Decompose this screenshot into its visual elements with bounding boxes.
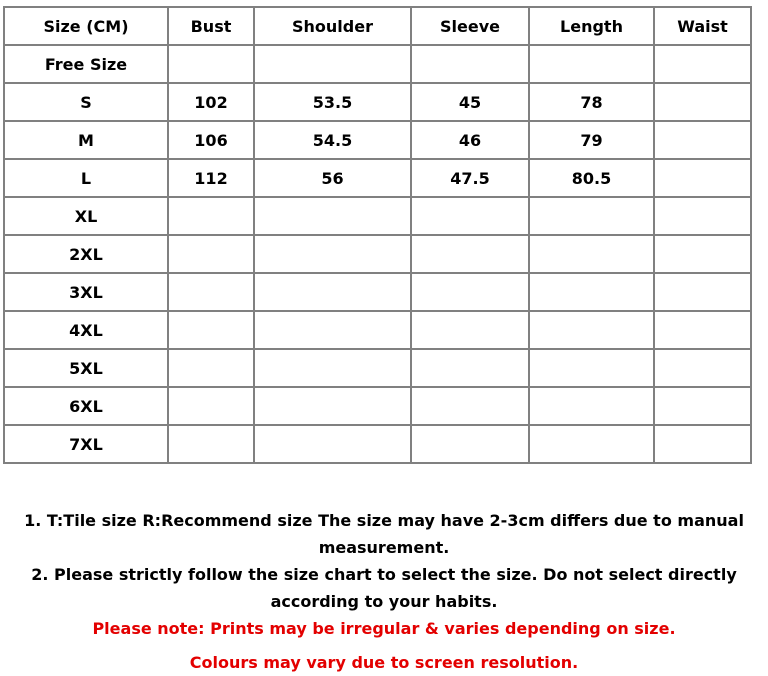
cell-waist [654, 425, 751, 463]
table-row [4, 83, 751, 121]
cell-length [529, 45, 654, 83]
cell-waist [654, 197, 751, 235]
cell-bust: 106 [168, 121, 254, 159]
table-row [4, 349, 751, 387]
cell-length [529, 197, 654, 235]
cell-sleeve [411, 311, 529, 349]
table-row [4, 45, 751, 83]
cell-waist [654, 159, 751, 197]
cell-waist [654, 45, 751, 83]
cell-size: S [4, 83, 168, 121]
cell-shoulder [254, 273, 411, 311]
cell-bust: 102 [168, 83, 254, 121]
cell-size: 4XL [4, 311, 168, 349]
cell-size: 7XL [4, 425, 168, 463]
cell-length [529, 273, 654, 311]
cell-waist [654, 235, 751, 273]
cell-shoulder [254, 197, 411, 235]
cell-length: 79 [529, 121, 654, 159]
table-row [4, 273, 751, 311]
note-measurement: 1. T:Tile size R:Recommend size The size may have 2-3cm differs due to manual measurement. [24, 511, 744, 557]
cell-waist [654, 349, 751, 387]
cell-waist [654, 273, 751, 311]
cell-waist [654, 83, 751, 121]
cell-shoulder [254, 387, 411, 425]
cell-waist [654, 387, 751, 425]
header-shoulder: Shoulder [254, 7, 411, 45]
table-header-row [4, 7, 751, 45]
table-row [4, 121, 751, 159]
cell-bust [168, 349, 254, 387]
cell-length [529, 425, 654, 463]
cell-length [529, 235, 654, 273]
cell-sleeve: 46 [411, 121, 529, 159]
table-row [4, 197, 751, 235]
cell-length [529, 349, 654, 387]
size-notes [0, 507, 768, 676]
cell-size: Free Size [4, 45, 168, 83]
cell-size: 6XL [4, 387, 168, 425]
cell-shoulder [254, 45, 411, 83]
warning-prints: Please note: Prints may be irregular & varies depending on size. [92, 619, 676, 638]
table-row [4, 159, 751, 197]
cell-sleeve [411, 235, 529, 273]
cell-waist [654, 121, 751, 159]
cell-shoulder: 53.5 [254, 83, 411, 121]
cell-shoulder: 56 [254, 159, 411, 197]
cell-bust [168, 311, 254, 349]
cell-bust [168, 273, 254, 311]
cell-size: L [4, 159, 168, 197]
cell-sleeve [411, 197, 529, 235]
cell-sleeve [411, 387, 529, 425]
table-row [4, 311, 751, 349]
table-row [4, 387, 751, 425]
cell-sleeve [411, 425, 529, 463]
cell-size: XL [4, 197, 168, 235]
cell-bust [168, 235, 254, 273]
cell-sleeve: 45 [411, 83, 529, 121]
cell-size: 5XL [4, 349, 168, 387]
cell-sleeve [411, 273, 529, 311]
cell-sleeve [411, 45, 529, 83]
header-sleeve: Sleeve [411, 7, 529, 45]
cell-shoulder [254, 425, 411, 463]
table-row [4, 425, 751, 463]
note-follow-chart: 2. Please strictly follow the size chart to select the size. Do not select directly according to your habits. [31, 565, 737, 611]
size-chart-table [3, 6, 752, 464]
header-bust: Bust [168, 7, 254, 45]
cell-shoulder [254, 311, 411, 349]
cell-length: 80.5 [529, 159, 654, 197]
cell-shoulder [254, 349, 411, 387]
cell-shoulder [254, 235, 411, 273]
cell-size: 2XL [4, 235, 168, 273]
header-size: Size (CM) [4, 7, 168, 45]
cell-bust [168, 387, 254, 425]
cell-size: 3XL [4, 273, 168, 311]
header-length: Length [529, 7, 654, 45]
cell-length: 78 [529, 83, 654, 121]
cell-length [529, 387, 654, 425]
cell-bust [168, 45, 254, 83]
header-waist: Waist [654, 7, 751, 45]
cell-sleeve [411, 349, 529, 387]
cell-length [529, 311, 654, 349]
cell-shoulder: 54.5 [254, 121, 411, 159]
cell-waist [654, 311, 751, 349]
cell-bust [168, 425, 254, 463]
cell-size: M [4, 121, 168, 159]
table-row [4, 235, 751, 273]
cell-bust: 112 [168, 159, 254, 197]
cell-sleeve: 47.5 [411, 159, 529, 197]
warning-colours: Colours may vary due to screen resolution. [189, 653, 579, 672]
cell-bust [168, 197, 254, 235]
